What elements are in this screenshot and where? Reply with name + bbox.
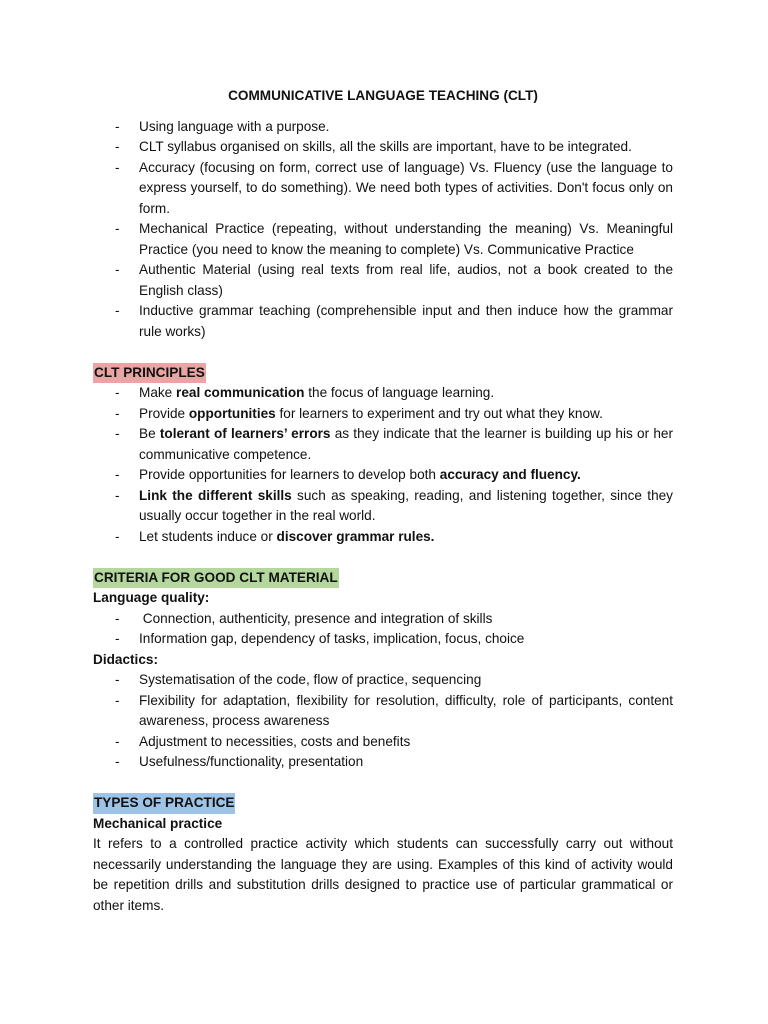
list-item: - Be tolerant of learners’ errors as they indicate that the learner is building up his or her communicative competence. — [93, 424, 673, 465]
list-item: - Flexibility for adaptation, flexibility for resolution, difficulty, role of participants, content awareness, process awareness — [93, 691, 673, 732]
list-item: - Information gap, dependency of tasks, implication, focus, choice — [93, 629, 673, 650]
spacer — [93, 773, 673, 794]
list-item: - Systematisation of the code, flow of practice, sequencing — [93, 670, 673, 691]
criteria-section — [93, 568, 673, 773]
document-page — [93, 86, 673, 916]
list-item: - Authentic Material (using real texts from real life, audios, not a book created to the English class) — [93, 260, 673, 301]
criteria-heading: CRITERIA FOR GOOD CLT MATERIAL — [93, 568, 339, 589]
list-item: - Using language with a purpose. — [93, 117, 673, 138]
document-title: COMMUNICATIVE LANGUAGE TEACHING (CLT) — [228, 88, 538, 103]
list-item: - Inductive grammar teaching (comprehensible input and then induce how the grammar rule works) — [93, 301, 673, 342]
list-item: - Provide opportunities for learners to develop both accuracy and fluency. — [93, 465, 673, 486]
list-item: - Mechanical Practice (repeating, without understanding the meaning) Vs. Meaningful Practice (you need to know the meaning to complete) Vs. Communicative Practice — [93, 219, 673, 260]
spacer — [93, 342, 673, 363]
language-quality-label: Language quality: — [93, 590, 210, 605]
mechanical-practice-label: Mechanical practice — [93, 815, 223, 831]
practice-heading: TYPES OF PRACTICE — [93, 793, 235, 814]
didactics-label: Didactics: — [93, 651, 158, 667]
didactics-list — [93, 670, 673, 773]
list-item: - Connection, authenticity, presence and integration of skills — [93, 609, 673, 630]
list-item: - Link the different skills such as speaking, reading, and listening together, since they usually occur together in the real world. — [93, 486, 673, 527]
intro-list — [93, 117, 673, 343]
list-item: - Make real communication the focus of language learning. — [93, 383, 673, 404]
practice-section — [93, 793, 673, 916]
list-item: - Accuracy (focusing on form, correct use of language) Vs. Fluency (use the language to express yourself, to do something). We need both types of activities. Don't focus only on form. — [93, 158, 673, 220]
language-quality-list — [93, 609, 673, 650]
list-item: - Usefulness/functionality, presentation — [93, 752, 673, 773]
list-item: - Adjustment to necessities, costs and benefits — [93, 732, 673, 753]
list-item: - Provide opportunities for learners to experiment and try out what they know. — [93, 404, 673, 425]
spacer — [93, 547, 673, 568]
principles-list — [93, 383, 673, 547]
principles-heading: CLT PRINCIPLES — [93, 363, 206, 384]
list-item: - Let students induce or discover grammar rules. — [93, 527, 673, 548]
principles-section — [93, 363, 673, 548]
list-item: - CLT syllabus organised on skills, all the skills are important, have to be integrated. — [93, 137, 673, 158]
mechanical-practice-paragraph: It refers to a controlled practice activity which students can successfully carry out without necessarily understanding the language they are using. Examples of this kind of activity would be repetition drills and substitution drills designed to practice use of particular grammatical or other items. — [93, 836, 673, 913]
